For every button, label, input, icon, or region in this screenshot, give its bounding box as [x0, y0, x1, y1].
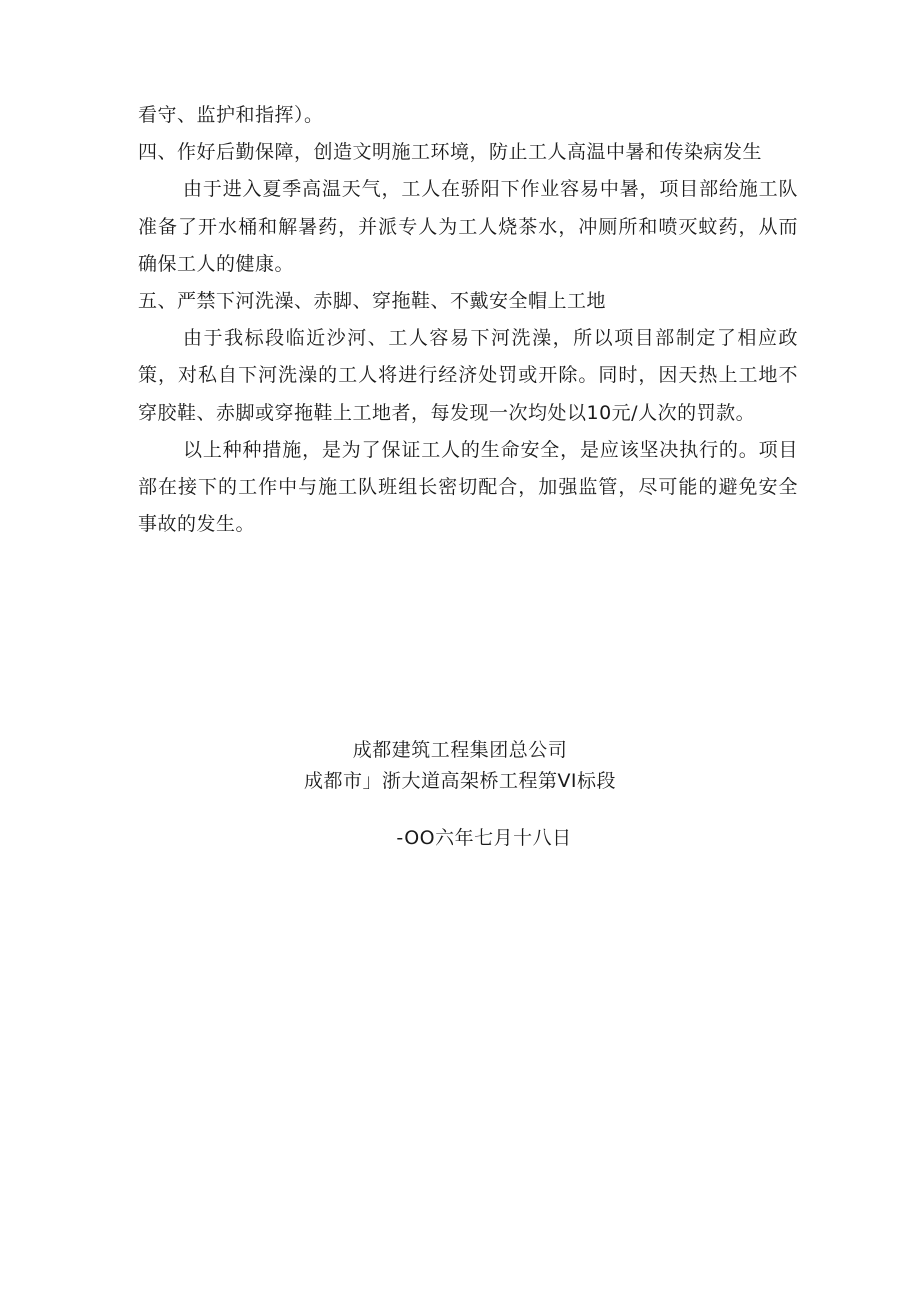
signature-section: 成都市」浙大道高架桥工程第VI标段: [303, 770, 617, 792]
heading-section-five: 五、严禁下河洗澡、赤脚、穿拖鞋、不戴安全帽上工地: [138, 290, 607, 313]
document-body: [138, 97, 798, 543]
paragraph-logistics: 由于进入夏季高温天气，工人在骄阳下作业容易中暑，项目部给施工队准备了开水桶和解暑药，并派专人为工人烧茶水，冲厕所和喷灭蚊药，从而确保工人的健康。: [138, 178, 798, 275]
signature-date: -OO六年七月十八日: [396, 827, 572, 849]
signature-company: 成都建筑工程集团总公司: [352, 739, 568, 761]
paragraph-conclusion: 以上种种措施，是为了保证工人的生命安全，是应该坚决执行的。项目部在接下的工作中与施工队班组长密切配合，加强监管，尽可能的避免安全事故的发生。: [138, 438, 798, 536]
paragraph-river-ban: 由于我标段临近沙河、工人容易下河洗澡，所以项目部制定了相应政策，对私自下河洗澡的工人将进行经济处罚或开除。同时，因天热上工地不穿胶鞋、赤脚或穿拖鞋上工地者，每发现一次均处以10元/人次的罚款。: [138, 327, 798, 424]
paragraph-continuation: 看守、监护和指挥）。: [138, 104, 324, 126]
heading-section-four: 四、作好后勤保障，创造文明施工环境，防止工人高温中暑和传染病发生: [138, 141, 763, 164]
